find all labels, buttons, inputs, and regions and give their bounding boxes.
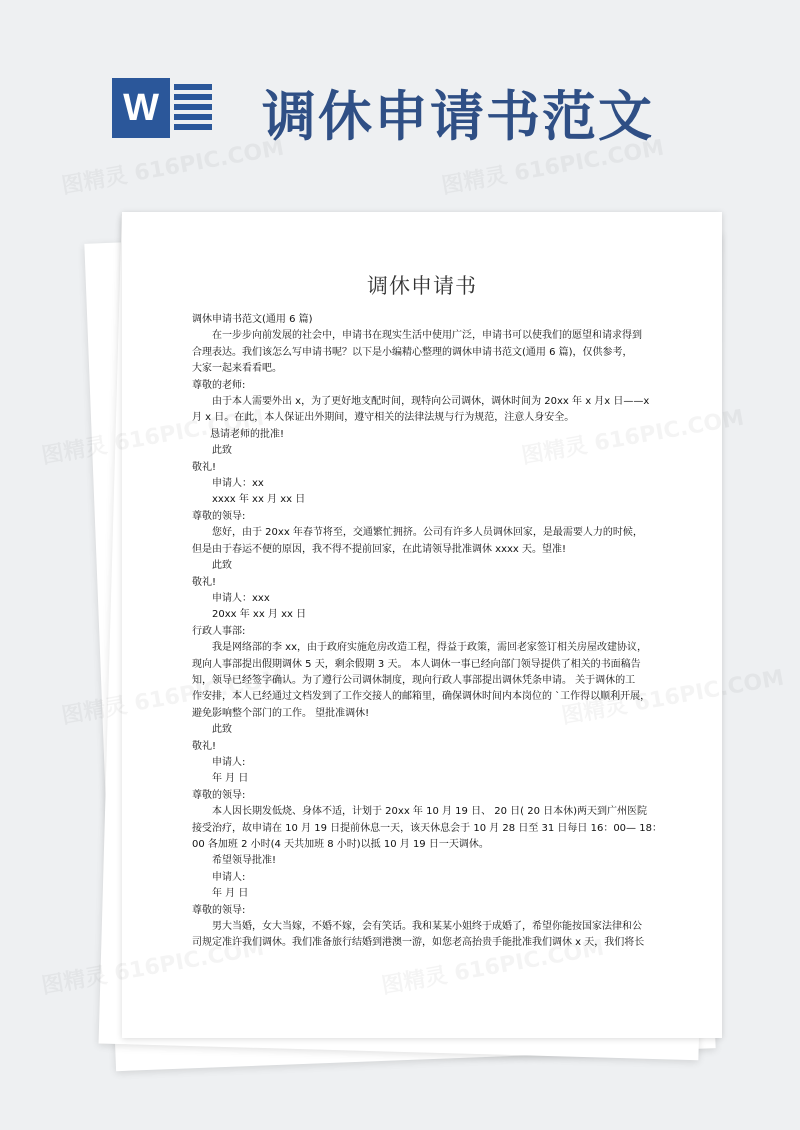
document-line: 避免影响整个部门的工作。 望批准调休! bbox=[192, 707, 370, 719]
document-line: 申请人：xx bbox=[212, 478, 264, 490]
document-line: 年 月 日 bbox=[212, 773, 249, 785]
document-line: 希望领导批准! bbox=[212, 855, 277, 867]
document-line: 您好，由于 20xx 年春节将至，交通繁忙拥挤。公司有许多人员调休回家，是最需要人力的时候， bbox=[212, 527, 643, 539]
document-line: 现向人事部提出假期调休 5 天，剩余假期 3 天。 本人调休一事已经向部门领导提供了相关的书面稿告 bbox=[192, 658, 641, 670]
document-line: 尊敬的老师: bbox=[192, 379, 246, 391]
document-line: 尊敬的领导: bbox=[192, 904, 246, 916]
document-line: 00 各加班 2 小时(4 天共加班 8 小时)以抵 10 月 19 日一天调休。 bbox=[192, 839, 489, 850]
document-line: 此致 bbox=[212, 724, 232, 736]
document-line: 月 x 日。在此，本人保证出外期间，遵守相关的法律法规与行为规范，注意人身安全。 bbox=[192, 412, 575, 424]
document-line: 但是由于春运不便的原因，我不得不提前回家，在此请领导批准调休 xxxx 天。望准! bbox=[192, 543, 567, 555]
document-line: 男大当婚，女大当嫁，不婚不嫁，会有笑话。我和某某小姐终于成婚了，希望你能按国家法律和公 bbox=[212, 921, 642, 933]
document-title: 调休申请书 bbox=[367, 274, 477, 298]
document-line: 恳请老师的批准! bbox=[210, 428, 285, 440]
document-line: 申请人: bbox=[212, 756, 246, 768]
document-line: 行政人事部: bbox=[192, 625, 246, 637]
document-line: 调休申请书范文(通用 6 篇) bbox=[192, 314, 313, 325]
document-line: 此致 bbox=[212, 560, 232, 572]
document-line: 年 月 日 bbox=[212, 888, 249, 900]
document-line: 尊敬的领导: bbox=[192, 789, 246, 801]
document-line: 申请人：xxx bbox=[212, 592, 270, 604]
document-line: 接受治疗，故申请在 10 月 19 日提前休息一天，该天休息会于 10 月 28 日至 31 日每日 16：00— 18： bbox=[192, 822, 662, 834]
document-line: 合理表达。我们该怎么写申请书呢？以下是小编精心整理的调休申请书范文(通用 6 篇)，仅供参考， bbox=[192, 346, 633, 358]
banner-title: 调休申请书范文 bbox=[262, 85, 654, 148]
word-logo-letter: W bbox=[112, 78, 170, 138]
document-line: 司规定准许我们调休。我们准备旅行结婚到港澳一游，如您老高抬贵手能批准我们调休 x 天，我们将长 bbox=[192, 937, 645, 949]
document-line: 申请人: bbox=[212, 871, 246, 883]
document-line: 由于本人需要外出 x，为了更好地支配时间，现特向公司调休，调休时间为 20xx 年 x 月x 日——x bbox=[212, 396, 650, 408]
document-line: 我是网络部的李 xx，由于政府实施危房改造工程，得益于政策，需回老家签订相关房屋改建协议， bbox=[212, 642, 648, 654]
document-line: 在一步步向前发展的社会中，申请书在现实生活中使用广泛，申请书可以使我们的愿望和请求得到 bbox=[212, 330, 642, 342]
document-line: 敬礼! bbox=[192, 461, 217, 473]
document-line: xxxx 年 xx 月 xx 日 bbox=[212, 494, 306, 506]
document-line: 本人因长期发低烧、身体不适，计划于 20xx 年 10 月 19 日、 20 日( 20 日本休)两天到广州医院 bbox=[212, 806, 648, 818]
document-line: 敬礼! bbox=[192, 740, 217, 752]
word-document-icon bbox=[112, 78, 212, 138]
document-page bbox=[122, 212, 722, 1038]
document-line: 20xx 年 xx 月 xx 日 bbox=[212, 609, 307, 621]
document-line: 作安排，本人已经通过文档发到了工作交接人的邮箱里，确保调休时间内本岗位的 `工作得以顺利开展， bbox=[192, 691, 651, 703]
document-line: 大家一起来看看吧。 bbox=[192, 363, 282, 375]
document-lines-icon bbox=[174, 84, 212, 132]
document-line: 敬礼! bbox=[192, 576, 217, 588]
document-line: 尊敬的领导: bbox=[192, 510, 246, 522]
document-line: 此致 bbox=[212, 445, 232, 457]
document-line: 知，领导已经签字确认。为了遵行公司调休制度，现向行政人事部提出调休凭条申请。 关于调休的工 bbox=[192, 674, 636, 686]
